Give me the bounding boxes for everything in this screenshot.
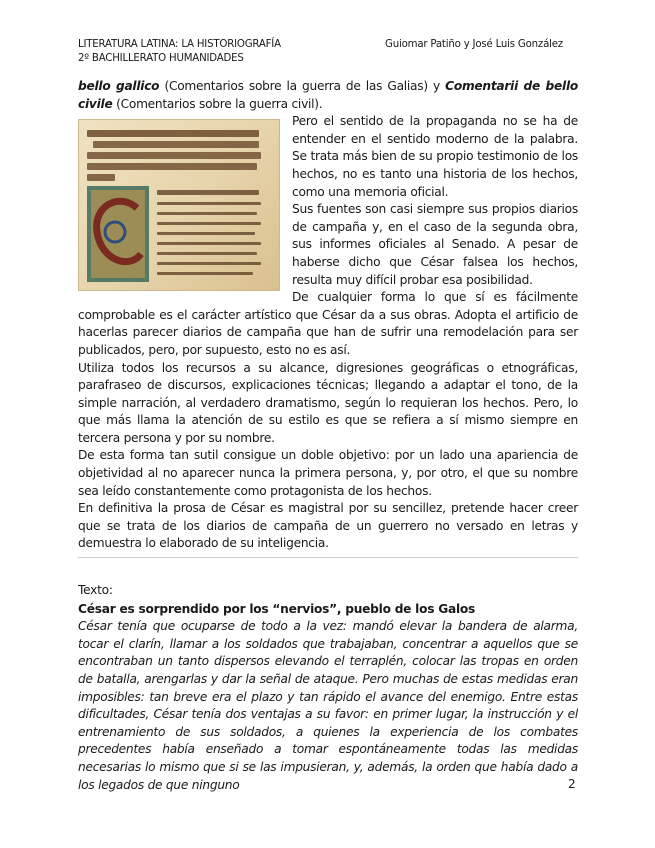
work-title-gallico: bello gallico xyxy=(78,79,160,93)
intro-paragraph xyxy=(78,78,578,113)
paragraph-caracter-artistico: De cualquier forma lo que sí es fácilmente comprobable es el carácter artístico que César da a sus obras. Adopta el artificio de hacerlas parecer diarios de campaña que han de sufrir una remodelación para ser publicados, pero, por supuesto, esto no es así. xyxy=(78,290,578,357)
paragraph-fuentes: Sus fuentes son casi siempre sus propios diarios de campaña y, en el caso de la segunda obra, sus informes oficiales al Senado. A pesar de haberse dicho que César falsea los hechos, resulta muy difícil probar esa posibilidad. xyxy=(292,202,578,287)
manuscript-illumination-icon xyxy=(78,119,280,291)
header-authors: Guiomar Patiño y José Luis González xyxy=(385,39,563,50)
page-header xyxy=(78,38,578,66)
excerpt-label: Texto: xyxy=(78,583,113,597)
intro-text-2: (Comentarios sobre la guerra civil). xyxy=(112,96,323,111)
work-title-civile: Comentarii de bello civile xyxy=(78,79,578,111)
paragraph-doble-objetivo: De esta forma tan sutil consigue un doble objetivo: por un lado una apariencia de objetividad al no aparecer nunca la primera persona, y, por otro, el que su nombre sea leído constantemente como protagonista de los hechos. xyxy=(78,448,578,498)
paragraph-recursos: Utiliza todos los recursos a su alcance, digresiones geográficas o etnográficas, parafraseo de discursos, explicaciones técnicas; llegando a adaptar el tono, de la simple narración, al verdadero dramatismo, según lo requieran los hechos. Pero, lo que más llama la atención de su estilo es que se refiera a sí mismo siempre en tercera persona y por su nombre. xyxy=(78,360,578,445)
header-course-title: LITERATURA LATINA: LA HISTORIOGRAFÍA xyxy=(78,39,281,50)
main-content xyxy=(78,78,578,553)
paragraph-propaganda: Pero el sentido de la propaganda no se ha de entender en el sentido moderno de la palabra. Se trata más bien de su propio testimonio de los hechos, no es tanto una historia de los hechos, como una memoria oficial. xyxy=(292,114,578,199)
page-number: 2 xyxy=(568,777,576,791)
header-course-level: 2º BACHILLERATO HUMANIDADES xyxy=(78,53,244,64)
text-excerpt xyxy=(78,582,578,794)
paragraph-conclusion: En definitiva la prosa de César es magistral por su sencillez, pretende hacer creer que se trata de los diarios de campaña de un guerrero no versado en letras y demuestra lo elaborado de su inteligencia. xyxy=(78,501,578,551)
excerpt-title: César es sorprendido por los “nervios”, pueblo de los Galos xyxy=(78,601,476,616)
excerpt-body: César tenía que ocuparse de todo a la vez: mandó elevar la bandera de alarma, tocar el clarín, llamar a los soldados que trabajaban, concentrar a aquellos que se encontraban un tanto dispersos elevando el terraplén, colocar las tropas en orden de batalla, arengarlas y dar la señal de ataque. Pero muchas de estas medidas eran imposibles: tan breve era el plazo y tan rápido el avance del enemigo. Entre estas dificultades, César tenía dos ventajas a su favor: en primer lugar, la instrucción y el entrenamiento de sus soldados, a quienes la experiencia de los combates precedentes había enseñado a tomar espontáneamente todas las medidas necesarias lo mismo que si se las impusieran, y, además, la orden que había dado a los legados de que ninguno xyxy=(78,619,578,792)
intro-text-1: (Comentarios sobre la guerra de las Galias) y xyxy=(159,79,446,93)
section-divider xyxy=(78,557,578,558)
